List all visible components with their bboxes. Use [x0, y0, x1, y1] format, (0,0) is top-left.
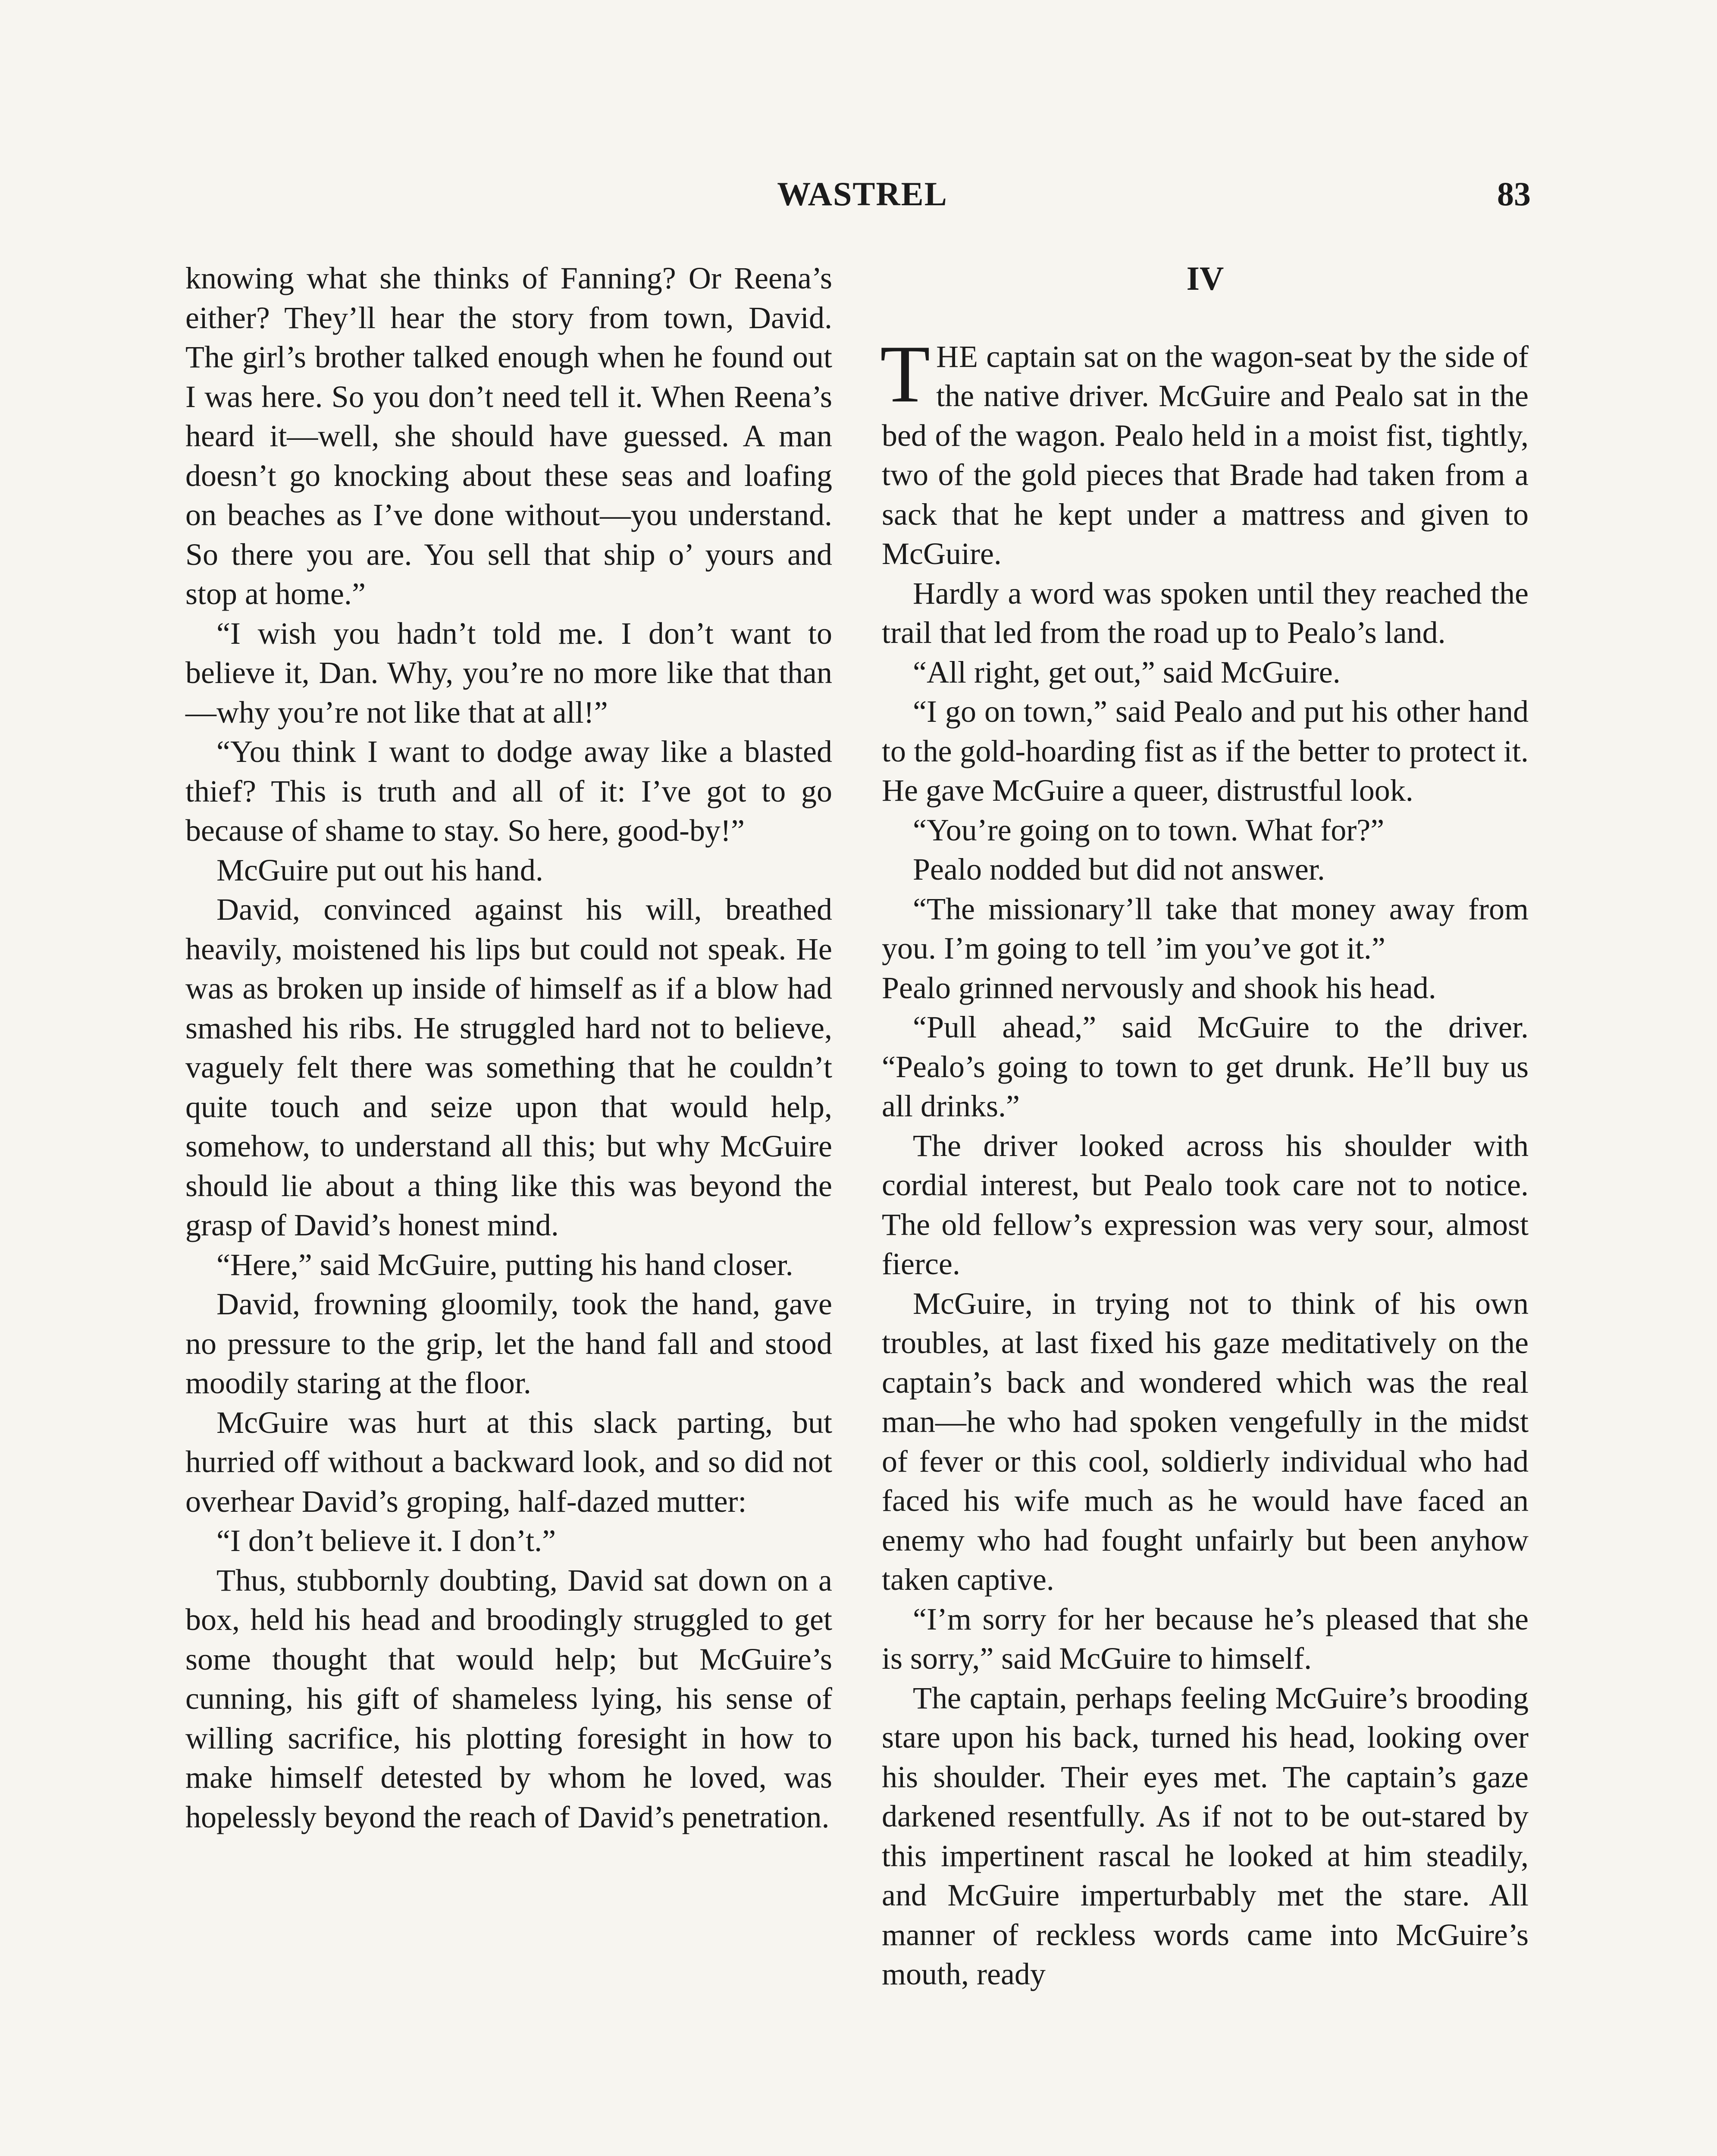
paragraph: “All right, get out,” said McGuire. — [913, 655, 1341, 689]
right-column — [882, 259, 1529, 1994]
section-heading: IV — [1186, 260, 1224, 297]
paragraph: Thus, stubbornly doubting, David sat down on a box, held his head and broodingly struggled to get some thought that would help; but McGuire’s cunning, his gift of shameless lying, his sense of willing sacrifice, his plotting foresight in how to make himself detested by whom he loved, was hopelessly beyond the reach of David’s penetration. — [185, 1563, 832, 1834]
paragraph: “The missionary’ll take that money away from you. I’m going to tell ’im you’ve got it.” — [882, 891, 1529, 965]
paragraph: David, convinced against his will, breathed heavily, moistened his lips but could not speak. He was as broken up inside of himself as if a blow had smashed his ribs. He struggled hard not to believe, vaguely felt there was something that he couldn’t quite touch and seize upon that would help, somehow, to understand all this; but why McGuire should lie about a thing like this was beyond the grasp of David’s honest mind. — [185, 892, 832, 1242]
paragraph: “You think I want to dodge away like a blasted thief? This is truth and all of it: I’ve got to go because of shame to stay. So here, good-by!” — [185, 734, 832, 848]
paragraph: “I’m sorry for her because he’s pleased that she is sorry,” said McGuire to himself. — [882, 1601, 1529, 1676]
running-head — [194, 175, 1531, 222]
paragraph: Pealo grinned nervously and shook his head. — [882, 970, 1436, 1005]
paragraph: McGuire, in trying not to think of his own troubles, at last fixed his gaze meditatively on the captain’s back and wondered which was the real man—he who had spoken vengefully in the midst of fever or this cool, soldierly individual who had faced his wife much as he would have faced an enemy who had fought unfairly but been anyhow taken captive. — [882, 1286, 1529, 1597]
paragraph: “I go on town,” said Pealo and put his other hand to the gold-hoarding fist as if the better to protect it. He gave McGuire a queer, distrustful look. — [882, 694, 1529, 808]
paragraph: Hardly a word was spoken until they reached the trail that led from the road up to Pealo’s land. — [882, 576, 1529, 650]
opening-word-rest: HE — [936, 339, 979, 374]
paragraph: “You’re going on to town. What for?” — [913, 812, 1385, 847]
paragraph: “Here,” said McGuire, putting his hand closer. — [216, 1247, 793, 1282]
page-number: 83 — [1497, 175, 1531, 213]
paragraph: knowing what she thinks of Fanning? Or Reena’s either? They’ll hear the story from town, David. The girl’s brother talked enough when he found out I was here. So you don’t need tell it. When Reena’s heard it—well, she should have guessed. A man doesn’t go knocking about these seas and loafing on beaches as I’ve done without—you understand. So there you are. You sell that ship o’ yours and stop at home.” — [185, 261, 832, 611]
paragraph: David, frowning gloomily, took the hand, gave no pressure to the grip, let the hand fall and stood moodily staring at the floor. — [185, 1287, 832, 1400]
paragraph: McGuire put out his hand. — [216, 852, 543, 887]
paragraph: McGuire was hurt at this slack parting, but hurried off without a backward look, and so did not overhear David’s groping, half-dazed mutter: — [185, 1405, 832, 1519]
opening-paragraph — [880, 329, 1529, 574]
paragraph: “I wish you hadn’t told me. I don’t want to believe it, Dan. Why, you’re no more like that than—why you’re not like that at all!” — [185, 616, 832, 730]
paragraph: “Pull ahead,” said McGuire to the driver. “Pealo’s going to town to get drunk. He’ll buy us all drinks.” — [882, 1010, 1529, 1123]
paragraph: The driver looked across his shoulder with cordial interest, but Pealo took care not to notice. The old fellow’s expression was very sour, almost fierce. — [882, 1128, 1529, 1281]
left-column — [185, 259, 832, 1837]
drop-cap: T — [880, 329, 931, 420]
opening-paragraph-text: captain sat on the wagon-seat by the side of the native driver. McGuire and Pealo sat in the bed of the wagon. Pealo held in a moist fist, tightly, two of the gold pieces that Brade had taken from a sack that he kept under a mattress and given to McGuire. — [882, 339, 1529, 571]
paragraph: The captain, perhaps feeling McGuire’s brooding stare upon his back, turned his head, looking over his shoulder. Their eyes met. The captain’s gaze darkened resentfully. As if not to be out-stared by this impertinent rascal he looked at him steadily, and McGuire imperturbably met the stare. All manner of reckless words came into McGuire’s mouth, ready — [882, 1680, 1529, 1991]
running-title: WASTREL — [777, 175, 948, 213]
paragraph: “I don’t believe it. I don’t.” — [216, 1523, 556, 1558]
paragraph: Pealo nodded but did not answer. — [913, 852, 1325, 887]
